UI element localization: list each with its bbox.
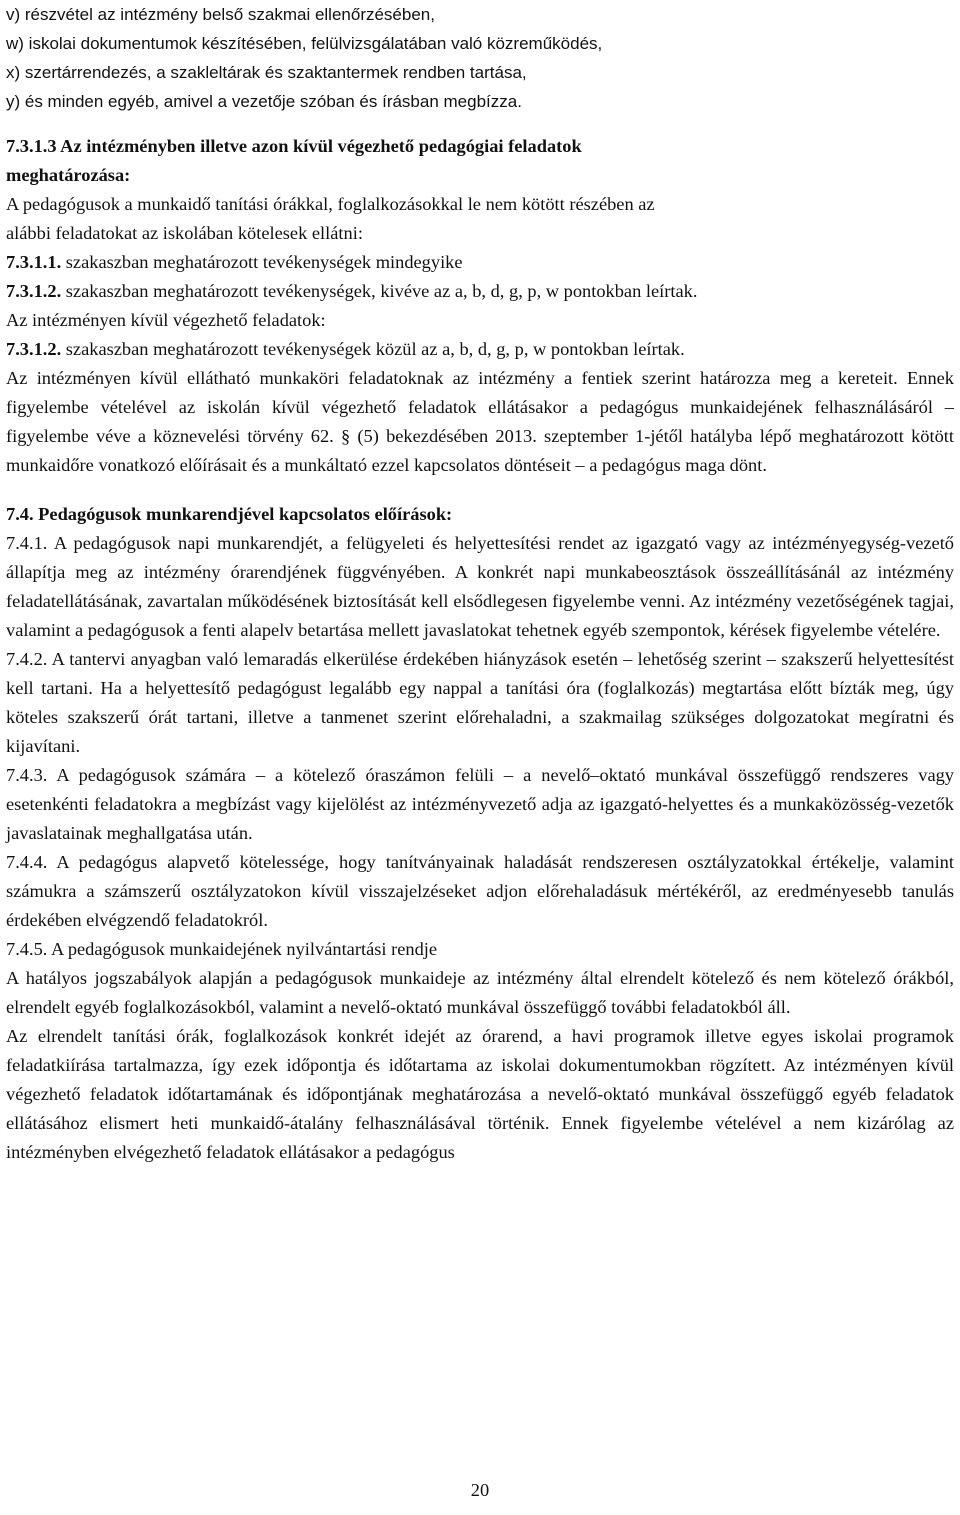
paragraph-745a: A hatályos jogszabályok alapján a pedagógusok munkaideje az intézmény által elrendelt kötelező és nem kötelező órákból, elrendelt egyéb foglalkozásokból, valamint a nevelő-oktató munkával összefüggő további feladatokból áll. xyxy=(6,968,954,1017)
reference-number: 7.3.1.1. xyxy=(6,252,62,272)
paragraph-743: 7.4.3. A pedagógusok számára – a kötelező óraszámon felüli – a nevelő–oktató munkával összefüggő rendszeres vagy esetenkénti feladatokra a megbízást vagy kijelölést az intézményvezető adja az igazgató-helyettes és a munkaközösség-vezetők javaslatainak meghallgatása után. xyxy=(6,765,954,843)
paragraph-744: 7.4.4. A pedagógus alapvető kötelessége, hogy tanítványainak haladását rendszeresen osztályzatokkal értékelje, valamint számukra a számszerű osztályzatokon kívül visszajelzéseket adjon előrehaladásuk mértékéről, az eredményesebb tanulás érdekében elvégzendő feladatokról. xyxy=(6,852,954,930)
list-item: x) szertárrendezés, a szakleltárak és szaktantermek rendben tartása, xyxy=(6,63,527,82)
section-74 xyxy=(6,500,954,1167)
paragraph-745b: Az elrendelt tanítási órák, foglalkozások konkrét idejét az órarend, a havi programok illetve egyes iskolai programok feladatkiírása tartalmazza, így ezek időpontja és időtartama az iskolai dokumentumokban rögzített. Az intézményen kívül végezhető feladatok időtartamának és időpontjának meghatározása a nevelő-oktató munkával összefüggő egyéb feladatok ellátásához elismert heti munkaidő-átalány felhasználásával történik. Ennek figyelembe vételével a nem kizárólag az intézményben elvégezhető feladatok ellátásakor a pedagógus xyxy=(6,1026,954,1162)
document-page xyxy=(6,0,954,1167)
page-number: 20 xyxy=(470,1480,490,1500)
paragraph: Az intézményen kívül ellátható munkaköri feladatoknak az intézmény a fentiek szerint határozza meg a kereteit. Ennek figyelembe vételével az iskolán kívül végezhető feladatok ellátásakor a pedagógus munkaidejének felhasználásáról – figyelembe véve a köznevelési törvény 62. § (5) bekezdésében 2013. szeptember 1-jétől hatályba lépő meghatározott kötött munkaidőre vonatkozó előírásait és a munkáltató ezzel kapcsolatos döntéseit – a pedagógus maga dönt. xyxy=(6,368,954,475)
list-item: w) iskolai dokumentumok készítésében, felülvizsgálatában való közreműködés, xyxy=(6,34,603,53)
reference-number: 7.3.1.2. xyxy=(6,339,62,359)
section-7313 xyxy=(6,132,954,480)
reference-line xyxy=(6,277,954,306)
reference-line xyxy=(6,335,954,364)
intro-line: alábbi feladatokat az iskolában kötelesek ellátni: xyxy=(6,223,363,243)
list-item: y) és minden egyéb, amivel a vezetője szóban és írásban megbízza. xyxy=(6,92,522,111)
reference-text: szakaszban meghatározott tevékenységek mindegyike xyxy=(61,252,463,272)
subsection-title-745: 7.4.5. A pedagógusok munkaidejének nyilvántartási rendje xyxy=(6,939,438,959)
reference-text: szakaszban meghatározott tevékenységek, kivéve az a, b, d, g, p, w pontokban leírtak. xyxy=(61,281,698,301)
paragraph-741: 7.4.1. A pedagógusok napi munkarendjét, a felügyeleti és helyettesítési rendet az igazgató vagy az intézményegység-vezető állapítja meg az intézmény órarendjének függvényében. A konkrét napi munkabeosztások összeállításánál az intézmény feladatellátásának, zavartalan működésének biztosítását kell elsődlegesen figyelembe venni. Az intézmény vezetőségének tagjai, valamint a pedagógusok a fenti alapelv betartása mellett javaslatokat tehetnek egyéb szempontok, kérések figyelembe vételére. xyxy=(6,533,954,640)
reference-number: 7.3.1.2. xyxy=(6,281,62,301)
list-item: v) részvétel az intézmény belső szakmai ellenőrzésében, xyxy=(6,5,435,24)
intro-line: A pedagógusok a munkaidő tanítási órákkal, foglalkozásokkal le nem kötött részében az xyxy=(6,194,655,214)
outside-label: Az intézményen kívül végezhető feladatok: xyxy=(6,310,326,330)
section-heading-cont: meghatározása: xyxy=(6,165,131,185)
section-heading: 7.3.1.3 Az intézményben illetve azon kívül végezhető pedagógiai feladatok xyxy=(6,136,582,156)
section-heading: 7.4. Pedagógusok munkarendjével kapcsolatos előírások: xyxy=(6,504,453,524)
paragraph-742: 7.4.2. A tantervi anyagban való lemaradás elkerülése érdekében hiányzások esetén – lehetőség szerint – szakszerű helyettesítést kell tartani. Ha a helyettesítő pedagógust legalább egy nappal a tanítási óra (foglalkozás) megtartása előtt bízták meg, úgy köteles szakszerű órát tartani, illetve a tanmenet szerint előrehaladni, a szakmailag szükséges dolgozatokat megíratni és kijavítani. xyxy=(6,649,954,756)
reference-text: szakaszban meghatározott tevékenységek közül az a, b, d, g, p, w pontokban leírtak. xyxy=(61,339,685,359)
reference-line xyxy=(6,248,954,277)
duties-list xyxy=(6,0,954,116)
